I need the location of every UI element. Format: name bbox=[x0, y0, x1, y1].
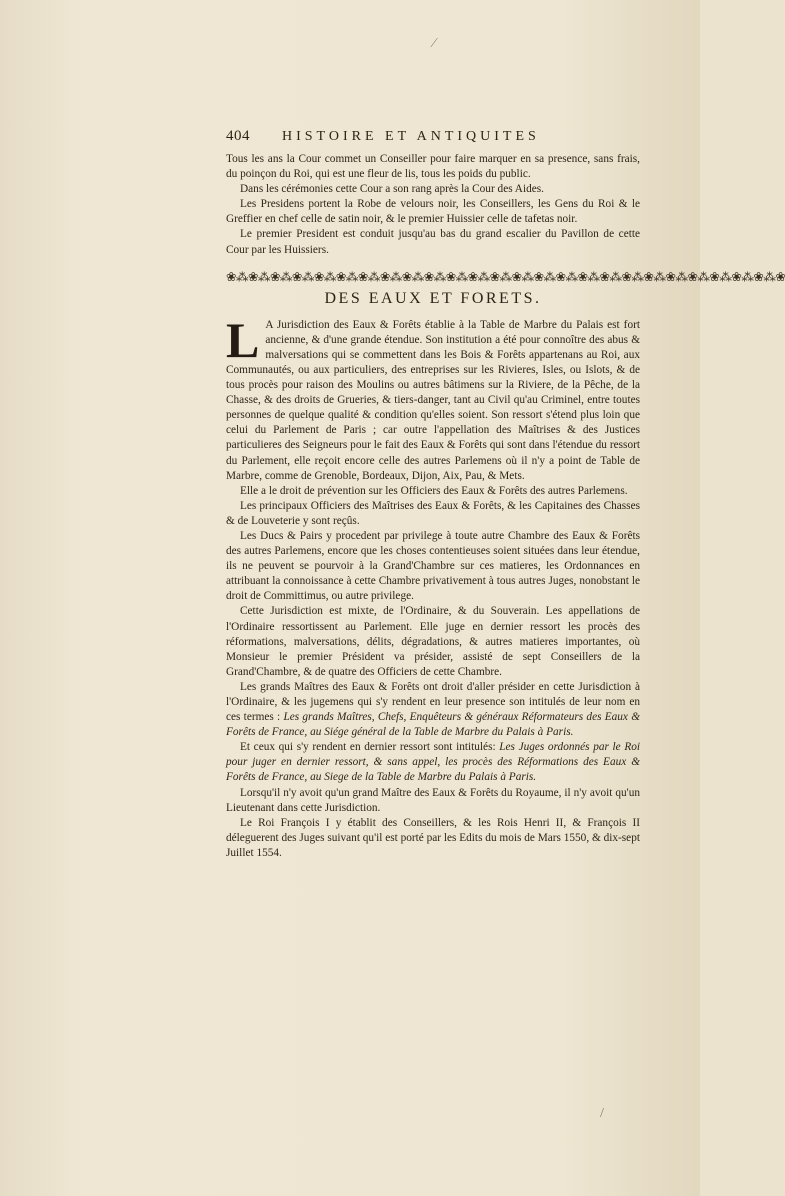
top-section bbox=[226, 152, 640, 258]
section-title: DES EAUX ET FORETS. bbox=[324, 289, 542, 307]
paragraph-italic: Les grands Maîtres, Chefs, Enquêteurs & généraux Réformateurs des Eaux & Forêts de France, au Siége général de la Table de Marbre du Palais à Paris. bbox=[226, 711, 640, 739]
paragraph-dernier-ressort bbox=[226, 740, 640, 785]
paragraph: Les Presidens portent la Robe de velours noir, les Conseillers, les Gens du Roi & le Greffier en chef celle de satin noir, & le premier Huissier celle de tafetas noir. bbox=[226, 198, 640, 226]
paragraph: Les principaux Officiers des Maîtrises des Eaux & Forêts, & les Capitaines des Chasses & de Louveterie y sont reçûs. bbox=[226, 499, 640, 527]
page-number: 404 bbox=[226, 128, 250, 144]
paragraph: Elle a le droit de prévention sur les Officiers des Eaux & Forêts des autres Parlemens. bbox=[240, 484, 628, 497]
paragraph: Lorsqu'il n'y avoit qu'un grand Maître des Eaux & Forêts du Royaume, il n'y avoit qu'un Lieutenant dans cette Jurisdiction. bbox=[226, 786, 640, 814]
paragraph: Le premier President est conduit jusqu'au bas du grand escalier du Pavillon de cette Cour par les Huissiers. bbox=[226, 228, 640, 256]
paragraph: Dans les cérémonies cette Cour a son rang après la Cour des Aides. bbox=[240, 183, 544, 196]
running-title: HISTOIRE ET ANTIQUITES bbox=[282, 129, 540, 144]
paragraph-lead: Les grands Maîtres des Eaux & Forêts ont droit d'aller présider en cette Jurisdiction à l'Ordinaire, & les jugemens qui s'y rendent en leur presence son intitulés de leur nom en ces termes : bbox=[226, 680, 640, 724]
page-mark: ⁄ bbox=[433, 36, 436, 51]
text-column bbox=[226, 128, 785, 861]
paragraph-intitules bbox=[226, 680, 640, 740]
paragraph: Tous les ans la Cour commet un Conseiller pour faire marquer en sa presence, sans frais, du poinçon du Roi, qui est une fleur de lis, tous les poids du public. bbox=[226, 153, 640, 181]
page-mark: / bbox=[600, 1106, 604, 1121]
first-paragraph-text: A Jurisdiction des Eaux & Forêts établie à la Table de Marbre du Palais est fort ancienne, & d'une grande étendue. Son institution a été pour connoître des abus & malversations qui se commettent dans les Bois & Forêts appartenans au Roi, aux Communautés, ou aux particuliers, des entreprises sur les Rivieres, Isles, ou Islots, & de tous procès pour raison des Moulins ou autres bâtimens sur la Riviere, de la Pêche, de la Chasse, & des droits de Grueries, & tiers-danger, tant au Civil qu'au Criminel, entre toutes personnes de quelque qualité & condition qu'elles soient. Son ressort s'étend plus loin que celui du Parlement de Paris ; car outre l'appellation des Maîtrises & des Justices particulieres des Seigneurs pour le fait des Eaux & Forêts qui sont dans l'étendue du ressort du Parlement, elle reçoit encore celle des autres Parlemens où il n'y a point de Table de Marbre, comme de Grenoble, Bordeaux, Dijon, Aix, Pau, & Mets. bbox=[226, 318, 640, 482]
drop-cap: L bbox=[226, 311, 260, 368]
paragraph: Les Ducs & Pairs y procedent par privilege à toute autre Chambre des Eaux & Forêts des autres Parlemens, encore que les choses contentieuses soient situées dans leur étendue, ils ne peuvent se pourvoir à la Grand'Chambre sur ces matieres, les Ordonnances en attribuant la connoissance à cette Chambre privativement à tous autres Juges, nonobstant le droit de Committimus, ou autre privilege. bbox=[226, 529, 640, 603]
ornamental-divider: ❀⁂❀⁂❀⁂❀⁂❀⁂❀⁂❀⁂❀⁂❀⁂❀⁂❀⁂❀⁂❀⁂❀⁂❀⁂❀⁂❀⁂❀⁂❀⁂❀⁂❀⁂❀⁂❀⁂❀⁂❀⁂❀ bbox=[226, 269, 785, 284]
paragraph: Cette Jurisdiction est mixte, de l'Ordinaire, & du Souverain. Les appellations de l'Ordinaire ressortissent au Parlement. Elle juge en dernier ressort les procès des réformations, malversations, délits, dégradations, & autres matieres importantes, où Monsieur le premier Président va présider, assisté de sept Conseillers de la Grand'Chambre, & de quatre des Officiers de cette Chambre. bbox=[226, 605, 640, 678]
paragraph-lead: Et ceux qui s'y rendent en dernier ressort sont intitulés: bbox=[240, 741, 500, 754]
paragraph: Le Roi François I y établit des Conseillers, & les Rois Henri II, & François II déleguerent des Juges suivant qu'il est porté par les Edits du mois de Mars 1550, & dix-sept Juillet 1554. bbox=[226, 816, 640, 859]
first-paragraph bbox=[226, 311, 640, 484]
paragraph-italic: Les Juges ordonnés par le Roi pour juger en dernier ressort, & sans appel, les procès des Réformations des Eaux & Forêts de France, au Siege de la Table de Marbre du Palais à Paris. bbox=[226, 741, 641, 784]
page-header bbox=[226, 128, 640, 152]
